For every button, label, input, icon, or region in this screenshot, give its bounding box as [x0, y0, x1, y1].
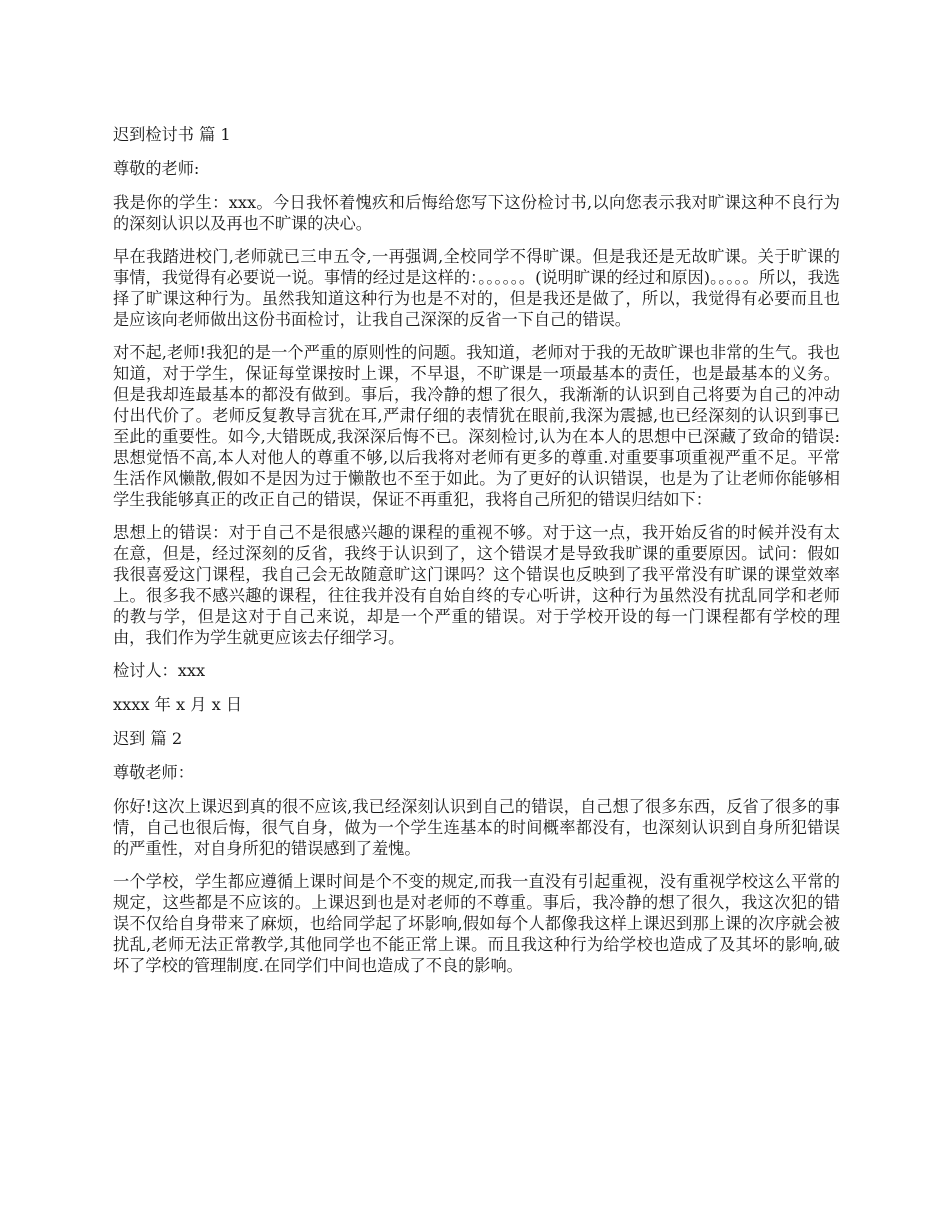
- section-2-salutation: 尊敬老师：: [113, 763, 194, 782]
- section-2-paragraph-2: 一个学校，学生都应遵循上课时间是个不变的规定,而我一直没有引起重视，没有重视学校这么平常的规定，这些都是不应该的。上课迟到也是对老师的不尊重。事后，我冷静的想了很久，我这次犯的错误不仅给自身带来了麻烦，也给同学起了坏影响,假如每个人都像我这样上课迟到那上课的次序就会被扰乱,老师无法正常教学,其他同学也不能正常上课。而且我这种行为给学校也造成了及其坏的影响,破坏了学校的管理制度.在同学们中间也造成了不良的影响。: [113, 872, 840, 975]
- section-1-paragraph-3: 对不起,老师!我犯的是一个严重的原则性的问题。我知道，老师对于我的无故旷课也非常的生气。我也知道，对于学生，保证每堂课按时上课，不早退，不旷课是一项最基本的责任，也是最基本的义务。但是我却连最基本的都没有做到。事后，我冷静的想了很久，我渐渐的认识到自己将要为自己的冲动付出代价了。老师反复教导言犹在耳,严肃仔细的表情犹在眼前,我深为震撼,也已经深刻的认识到事已至此的重要性。如今,大错既成,我深深后悔不已。深刻检讨,认为在本人的思想中已深藏了致命的错误:思想觉悟不高,本人对他人的尊重不够,以后我将对老师有更多的尊重.对重要事项重视严重不足。平常生活作风懒散,假如不是因为过于懒散也不至于如此。为了更好的认识错误，也是为了让老师你能够相学生我能够真正的改正自己的错误，保证不再重犯，我将自己所犯的错误归结如下：: [113, 343, 840, 509]
- section-1-salutation: 尊敬的老师:: [113, 159, 200, 178]
- section-1-paragraph-4: 思想上的错误：对于自己不是很感兴趣的课程的重视不够。对于这一点，我开始反省的时候并没有太在意，但是，经过深刻的反省，我终于认识到了，这个错误才是导致我旷课的重要原因。试问：假如我很喜爱这门课程，我自己会无故随意旷这门课吗？这个错误也反映到了我平常没有旷课的课堂效率上。很多我不感兴趣的课程，往往我并没有自始自终的专心听讲，这种行为虽然没有扰乱同学和老师的教与学，但是这对于自己来说，却是一个严重的错误。对于学校开设的每一门课程都有学校的理由，我们作为学生就更应该去仔细学习。: [113, 523, 840, 647]
- section-1-signer: 检讨人：xxx: [113, 661, 206, 680]
- section-2-paragraph-1: 你好!这次上课迟到真的很不应该,我已经深刻认识到自己的错误，自己想了很多东西，反省了很多的事情，自己也很后悔，很气自身，做为一个学生连基本的时间概率都没有，也深刻认识到自身所犯错误的严重性，对自身所犯的错误感到了羞愧。: [113, 797, 840, 858]
- section-1-title: 迟到检讨书 篇 1: [113, 125, 231, 144]
- section-1-date: xxxx 年 x 月 x 日: [113, 695, 243, 714]
- section-1-paragraph-2: 早在我踏进校门,老师就已三申五令,一再强调,全校同学不得旷课。但是我还是无故旷课。关于旷课的事情，我觉得有必要说一说。事情的经过是这样的：。。。。。。(说明旷课的经过和原因)。。。。。所以，我选择了旷课这种行为。虽然我知道这种行为也是不对的，但是我还是做了，所以，我觉得有必要而且也是应该向老师做出这份书面检讨，让我自己深深的反省一下自己的错误。: [113, 247, 840, 329]
- document-body: [113, 124, 840, 988]
- section-2-title: 迟到 篇 2: [113, 729, 183, 748]
- section-1-paragraph-1: 我是你的学生：xxx。今日我怀着愧疚和后悔给您写下这份检讨书,以向您表示我对旷课这种不良行为的深刻认识以及再也不旷课的决心。: [113, 193, 840, 233]
